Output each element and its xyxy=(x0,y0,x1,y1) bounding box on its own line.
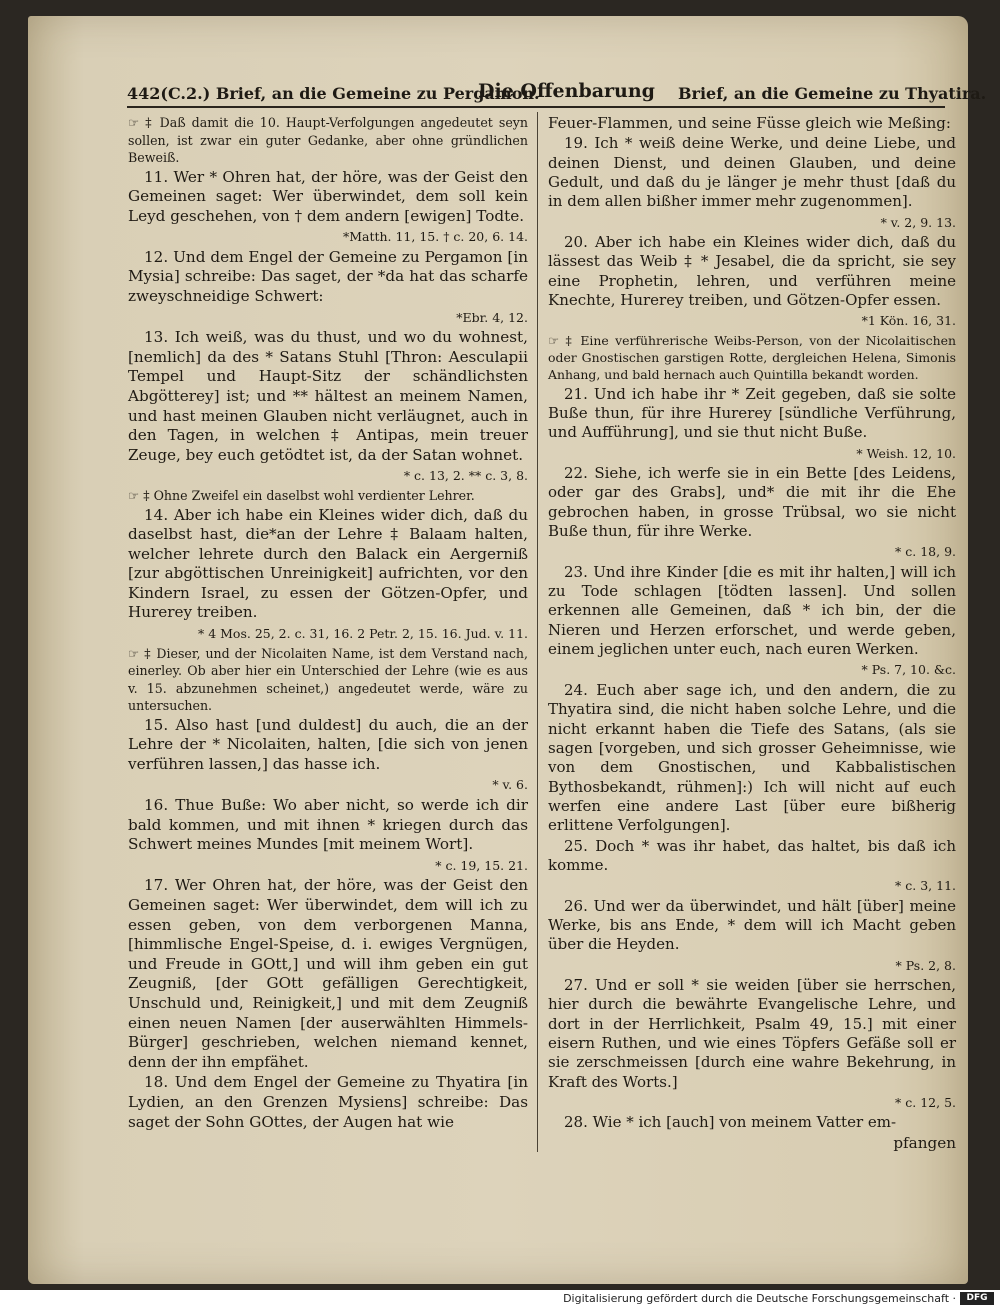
right-reference: * c. 3, 11. xyxy=(895,878,956,894)
dfg-logo: DFG xyxy=(960,1292,994,1305)
left-verse: 16. Thue Buße: Wo aber nicht, so werde ich dir bald kommen, und mit ihnen * kriegen durch das Schwert meines Mundes [mit meinem Wort]. xyxy=(128,796,528,854)
left-verse: 13. Ich weiß, was du thust, und wo du wohnest, [nemlich] da des * Satans Stuhl [Thron: Aesculapii Tempel und Haupt-Sitz der schändlichsten Abgötterey] ist; und ** hältest an meinem Namen, und hast meinen Glauben nicht verläugnet, auch in den Tagen, in welchen ‡ Antipas, mein treuer Zeuge, bey euch getödtet ist, da der Satan wohnet. xyxy=(128,328,528,464)
right-reference: * Ps. 7, 10. &c. xyxy=(861,662,956,678)
left-verse: 18. Und dem Engel der Gemeine zu Thyatira [in Lydien, an den Grenzen Mysiens] schreibe: Das saget der Sohn GOttes, der Augen hat wie xyxy=(128,1073,528,1131)
right-verse: Feuer-Flammen, und seine Füsse gleich wie Meßing: xyxy=(548,114,951,132)
catchword: pfangen xyxy=(893,1133,956,1152)
right-column xyxy=(548,114,956,1154)
running-header-title: Die Offenbarung xyxy=(478,80,655,102)
left-reference: * v. 6. xyxy=(492,777,528,793)
left-reference: *Ebr. 4, 12. xyxy=(456,309,528,325)
right-reference: * Ps. 2, 8. xyxy=(895,957,956,973)
funding-note: Digitalisierung gefördert durch die Deutsche Forschungsgemeinschaft · xyxy=(563,1292,956,1305)
right-reference: * c. 18, 9. xyxy=(895,544,956,560)
header-rule xyxy=(127,106,945,108)
right-note: ☞ ‡ Eine verführerische Weibs-Person, von der Nicolaitischen oder Gnostischen garstigen Rotte, dergleichen Helena, Simonis Anhang, und bald hernach auch Quintilla bekandt worden. xyxy=(548,332,956,383)
right-verse: 20. Aber ich habe ein Kleines wider dich, daß du lässest das Weib ‡ * Jesabel, die da spricht, sie sey eine Prophetin, lehren, und verführen meine Knechte, Hurerey treiben, und Götzen-Opfer essen. xyxy=(548,233,956,310)
running-header-right: Brief, an die Gemeine zu Thyatira. xyxy=(678,84,987,103)
left-reference: * 4 Mos. 25, 2. c. 31, 16. 2 Petr. 2, 15. 16. Jud. v. 11. xyxy=(197,626,528,642)
right-verse: 19. Ich * weiß deine Werke, und deine Liebe, und deinen Dienst, und deinen Glauben, und deine Gedult, und daß du je länger je mehr thust [daß du in dem allen bißher immer mehr zugenommen]. xyxy=(548,134,956,211)
right-verse: 23. Und ihre Kinder [die es mit ihr halten,] will ich zu Tode schlagen [tödten lassen]. Und sollen erkennen alle Gemeinen, daß * ich bin, der die Nieren und Herzen erforschet, und werde geben, einem jeglichen unter euch, nach euren Werken. xyxy=(548,562,956,659)
right-verse: 26. Und wer da überwindet, und hält [über] meine Werke, bis ans Ende, * dem will ich Macht geben über die Heyden. xyxy=(548,896,956,954)
left-reference: * c. 19, 15. 21. xyxy=(435,857,528,873)
column-divider xyxy=(537,112,538,1152)
right-reference: * Weish. 12, 10. xyxy=(856,445,956,461)
left-verse: 14. Aber ich habe ein Kleines wider dich, daß du daselbst hast, die*an der Lehre ‡ Balaam halten, welcher lehrete durch den Balack ein Aergerniß [zur abgöttischen Unreinigkeit] aufrichten, vor den Kindern Israel, zu essen der Götzen-Opfer, und Hurerey treiben. xyxy=(128,505,528,622)
right-verse: 21. Und ich habe ihr * Zeit gegeben, daß sie solte Buße thun, für ihre Hurerey [sündliche Verführung, und Aufführung], und sie thut nicht Buße. xyxy=(548,384,956,442)
right-verse: 25. Doch * was ihr habet, das haltet, bis daß ich komme. xyxy=(548,836,956,874)
left-note: ☞ ‡ Ohne Zweifel ein daselbst wohl verdienter Lehrer. xyxy=(128,488,475,503)
left-reference: * c. 13, 2. ** c. 3, 8. xyxy=(403,468,528,484)
left-verse: 11. Wer * Ohren hat, der höre, was der Geist den Gemeinen saget: Wer überwindet, dem soll kein Leyd geschehen, von † dem andern [ewigen] Todte. xyxy=(128,167,528,225)
right-verse: 24. Euch aber sage ich, und den andern, die zu Thyatira sind, die nicht haben solche Lehre, und die nicht erkannt haben die Tiefe des Satans, (als sie sagen [vorgeben, und sich grosser Geheimnisse, wie von dem Gnostischen, und Kabbalistischen Bythosbekandt, rühmen]:) Ich will nicht auf euch werfen eine andere Last [über eure bißherig erlittene Verfolgungen]. xyxy=(548,680,956,835)
left-verse: 17. Wer Ohren hat, der höre, was der Geist den Gemeinen saget: Wer überwindet, dem will ich zu essen geben, von dem verborgenen Manna, [himmlische Engel-Speise, d. i. ewiges Vergnügen, und Freude in GOtt,] und will ihm geben ein gut Zeugniß, [der GOtt gefälligen Gerechtigkeit, Unschuld und, Reinigkeit,] und mit dem Zeugniß einen neuen Namen [der auserwählten Himmels-Bürger] geschrieben, welchen niemand kennet, denn der ihn empfähet. xyxy=(128,876,528,1071)
right-reference: * v. 2, 9. 13. xyxy=(880,214,956,230)
footer-bar xyxy=(0,1290,1000,1308)
right-verse: 22. Siehe, ich werfe sie in ein Bette [des Leidens, oder gar des Grabs], und* die mit ihr die Ehe gebrochen haben, in grosse Trübsal, wo sie nicht Buße thun, für ihre Werke. xyxy=(548,464,956,541)
running-header-left: 442(C.2.) Brief, an die Gemeine zu Pergamon. xyxy=(127,84,540,103)
left-note: ☞ ‡ Dieser, und der Nicolaiten Name, ist dem Verstand nach, einerley. Ob aber hier ein Unterschied der Lehre (wie es aus v. 15. abzunehmen scheinet,) angedeutet werde, wäre zu untersuchen. xyxy=(128,645,528,714)
left-reference: *Matth. 11, 15. † c. 20, 6. 14. xyxy=(342,229,528,245)
left-verse: 15. Also hast [und duldest] du auch, die an der Lehre der * Nicolaiten, halten, [die sich von jenen verführen lassen,] das hasse ich. xyxy=(128,715,528,773)
left-verse: 12. Und dem Engel der Gemeine zu Pergamon [in Mysia] schreibe: Das saget, der *da hat das scharfe zweyschneidige Schwert: xyxy=(128,247,528,306)
right-verse: 27. Und er soll * sie weiden [über sie herrschen, hier durch die bewährte Evangelische Lehre, und dort in der Herrlichkeit, Psalm 49, 15.] mit einer eisern Ruthen, und wie eines Töpfers Gefäße soll er sie zerschmeissen [durch eine wahre Bekehrung, in Kraft des Worts.] xyxy=(548,975,956,1091)
right-verse: 28. Wie * ich [auch] von meinem Vatter em- xyxy=(564,1113,897,1132)
left-note: ☞ ‡ Daß damit die 10. Haupt-Verfolgungen angedeutet seyn sollen, ist zwar ein guter Gedanke, aber ohne gründlichen Beweiß. xyxy=(128,115,528,165)
right-reference: * c. 12, 5. xyxy=(895,1095,956,1111)
left-column xyxy=(128,114,528,1133)
right-reference: *1 Kön. 16, 31. xyxy=(861,313,956,329)
